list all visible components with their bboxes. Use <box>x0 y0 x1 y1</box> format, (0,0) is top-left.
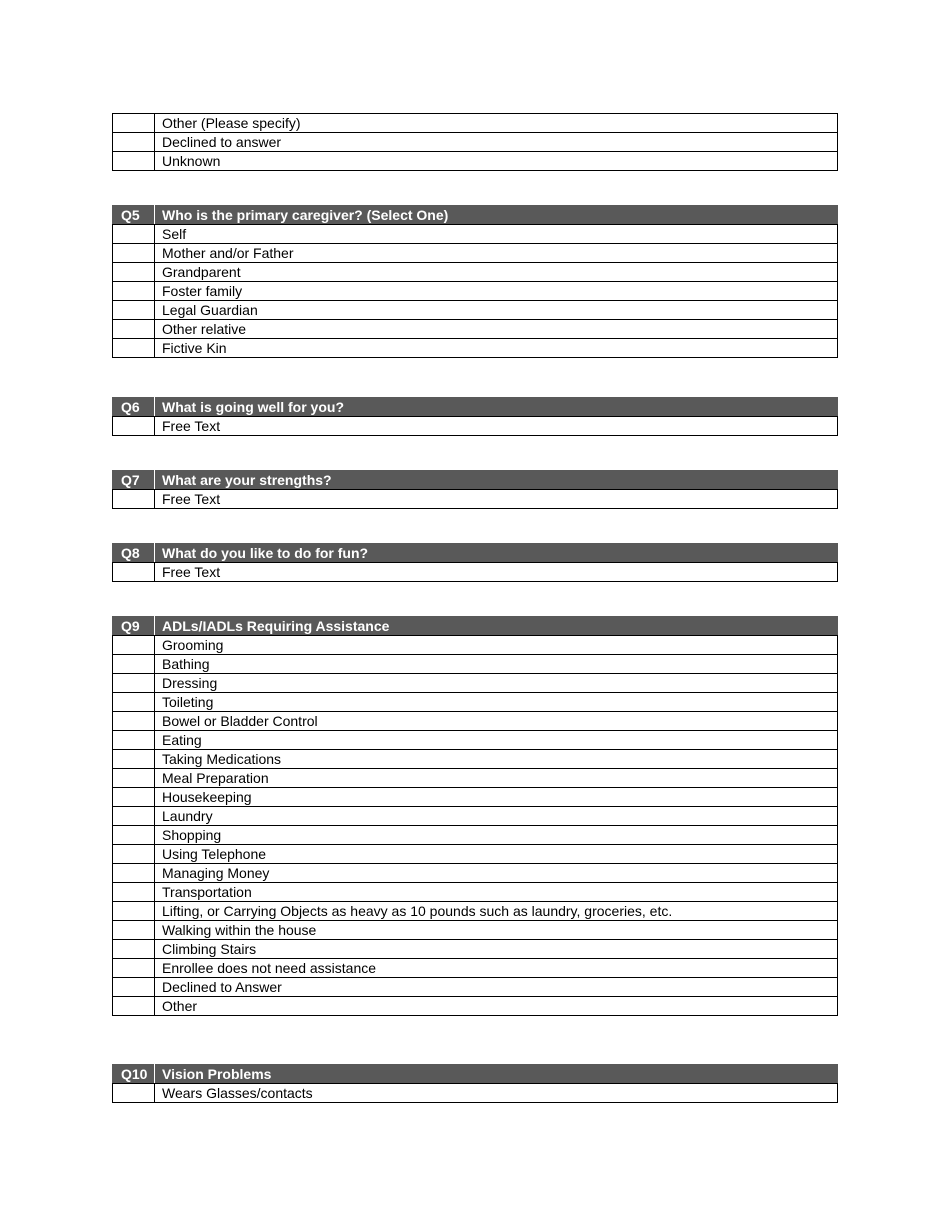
q5-table <box>112 205 838 358</box>
option-checkbox-cell[interactable] <box>113 563 155 582</box>
option-label: Fictive Kin <box>155 339 838 358</box>
q7-header-row <box>113 471 838 490</box>
option-row <box>113 563 838 582</box>
option-label: Foster family <box>155 282 838 301</box>
option-checkbox-cell[interactable] <box>113 339 155 358</box>
q9-header-row <box>113 617 838 636</box>
option-label: Free Text <box>155 563 838 582</box>
option-label: Declined to Answer <box>155 978 838 997</box>
q4-options <box>113 114 838 171</box>
option-label: Other (Please specify) <box>155 114 838 133</box>
q8-options <box>113 563 838 582</box>
option-checkbox-cell[interactable] <box>113 263 155 282</box>
option-row <box>113 320 838 339</box>
option-row <box>113 693 838 712</box>
option-row <box>113 826 838 845</box>
question-number: Q7 <box>113 471 155 490</box>
option-checkbox-cell[interactable] <box>113 282 155 301</box>
option-checkbox-cell[interactable] <box>113 769 155 788</box>
q4-continued-table <box>112 113 838 171</box>
option-label: Free Text <box>155 417 838 436</box>
option-checkbox-cell[interactable] <box>113 655 155 674</box>
option-label: Taking Medications <box>155 750 838 769</box>
option-checkbox-cell[interactable] <box>113 417 155 436</box>
option-label: Bowel or Bladder Control <box>155 712 838 731</box>
q10-options <box>113 1084 838 1103</box>
option-label: Dressing <box>155 674 838 693</box>
option-row <box>113 712 838 731</box>
option-checkbox-cell[interactable] <box>113 712 155 731</box>
option-label: Grooming <box>155 636 838 655</box>
q9-table <box>112 616 838 1016</box>
option-row <box>113 902 838 921</box>
option-row <box>113 864 838 883</box>
option-label: Unknown <box>155 152 838 171</box>
option-label: Shopping <box>155 826 838 845</box>
q6-options <box>113 417 838 436</box>
option-row <box>113 244 838 263</box>
option-label: Self <box>155 225 838 244</box>
option-row <box>113 114 838 133</box>
option-label: Wears Glasses/contacts <box>155 1084 838 1103</box>
option-checkbox-cell[interactable] <box>113 1084 155 1103</box>
question-number: Q8 <box>113 544 155 563</box>
option-row <box>113 921 838 940</box>
option-checkbox-cell[interactable] <box>113 788 155 807</box>
option-row <box>113 263 838 282</box>
option-row <box>113 225 838 244</box>
option-checkbox-cell[interactable] <box>113 244 155 263</box>
option-row <box>113 339 838 358</box>
question-text: What are your strengths? <box>155 471 838 490</box>
option-checkbox-cell[interactable] <box>113 301 155 320</box>
q8-table <box>112 543 838 582</box>
option-label: Other <box>155 997 838 1016</box>
option-row <box>113 845 838 864</box>
option-row <box>113 788 838 807</box>
option-checkbox-cell[interactable] <box>113 693 155 712</box>
question-number: Q5 <box>113 206 155 225</box>
option-row <box>113 750 838 769</box>
q9-options <box>113 636 838 1016</box>
option-checkbox-cell[interactable] <box>113 845 155 864</box>
option-checkbox-cell[interactable] <box>113 959 155 978</box>
q5-options <box>113 225 838 358</box>
option-row <box>113 674 838 693</box>
option-checkbox-cell[interactable] <box>113 133 155 152</box>
option-row <box>113 959 838 978</box>
option-checkbox-cell[interactable] <box>113 978 155 997</box>
option-label: Legal Guardian <box>155 301 838 320</box>
question-text: Who is the primary caregiver? (Select One) <box>155 206 838 225</box>
question-text: Vision Problems <box>155 1065 838 1084</box>
option-row <box>113 301 838 320</box>
option-row <box>113 133 838 152</box>
option-row <box>113 1084 838 1103</box>
option-row <box>113 655 838 674</box>
option-row <box>113 883 838 902</box>
option-label: Other relative <box>155 320 838 339</box>
option-checkbox-cell[interactable] <box>113 997 155 1016</box>
option-checkbox-cell[interactable] <box>113 826 155 845</box>
question-text: What do you like to do for fun? <box>155 544 838 563</box>
option-checkbox-cell[interactable] <box>113 883 155 902</box>
option-checkbox-cell[interactable] <box>113 674 155 693</box>
option-label: Walking within the house <box>155 921 838 940</box>
option-checkbox-cell[interactable] <box>113 152 155 171</box>
option-checkbox-cell[interactable] <box>113 731 155 750</box>
question-text: ADLs/IADLs Requiring Assistance <box>155 617 838 636</box>
q6-table <box>112 397 838 436</box>
option-label: Declined to answer <box>155 133 838 152</box>
option-row <box>113 731 838 750</box>
option-row <box>113 997 838 1016</box>
question-text: What is going well for you? <box>155 398 838 417</box>
q6-header-row <box>113 398 838 417</box>
option-checkbox-cell[interactable] <box>113 225 155 244</box>
option-label: Lifting, or Carrying Objects as heavy as 10 pounds such as laundry, groceries, etc. <box>155 902 838 921</box>
option-label: Mother and/or Father <box>155 244 838 263</box>
option-label: Eating <box>155 731 838 750</box>
question-number: Q6 <box>113 398 155 417</box>
option-row <box>113 978 838 997</box>
q8-header-row <box>113 544 838 563</box>
option-row <box>113 807 838 826</box>
question-number: Q9 <box>113 617 155 636</box>
option-label: Bathing <box>155 655 838 674</box>
q7-options <box>113 490 838 509</box>
option-checkbox-cell[interactable] <box>113 636 155 655</box>
option-checkbox-cell[interactable] <box>113 902 155 921</box>
option-checkbox-cell[interactable] <box>113 750 155 769</box>
option-checkbox-cell[interactable] <box>113 320 155 339</box>
option-row <box>113 769 838 788</box>
option-checkbox-cell[interactable] <box>113 940 155 959</box>
option-checkbox-cell[interactable] <box>113 114 155 133</box>
option-label: Meal Preparation <box>155 769 838 788</box>
option-label: Using Telephone <box>155 845 838 864</box>
option-checkbox-cell[interactable] <box>113 864 155 883</box>
option-label: Grandparent <box>155 263 838 282</box>
option-label: Managing Money <box>155 864 838 883</box>
option-row <box>113 490 838 509</box>
option-label: Enrollee does not need assistance <box>155 959 838 978</box>
option-label: Free Text <box>155 490 838 509</box>
option-label: Transportation <box>155 883 838 902</box>
q7-table <box>112 470 838 509</box>
option-row <box>113 636 838 655</box>
option-row <box>113 152 838 171</box>
option-label: Toileting <box>155 693 838 712</box>
option-label: Climbing Stairs <box>155 940 838 959</box>
option-checkbox-cell[interactable] <box>113 807 155 826</box>
q10-header-row <box>113 1065 838 1084</box>
option-row <box>113 417 838 436</box>
option-checkbox-cell[interactable] <box>113 490 155 509</box>
option-checkbox-cell[interactable] <box>113 921 155 940</box>
option-row <box>113 940 838 959</box>
option-label: Housekeeping <box>155 788 838 807</box>
option-label: Laundry <box>155 807 838 826</box>
q10-table <box>112 1064 838 1103</box>
question-number: Q10 <box>113 1065 155 1084</box>
q5-header-row <box>113 206 838 225</box>
option-row <box>113 282 838 301</box>
